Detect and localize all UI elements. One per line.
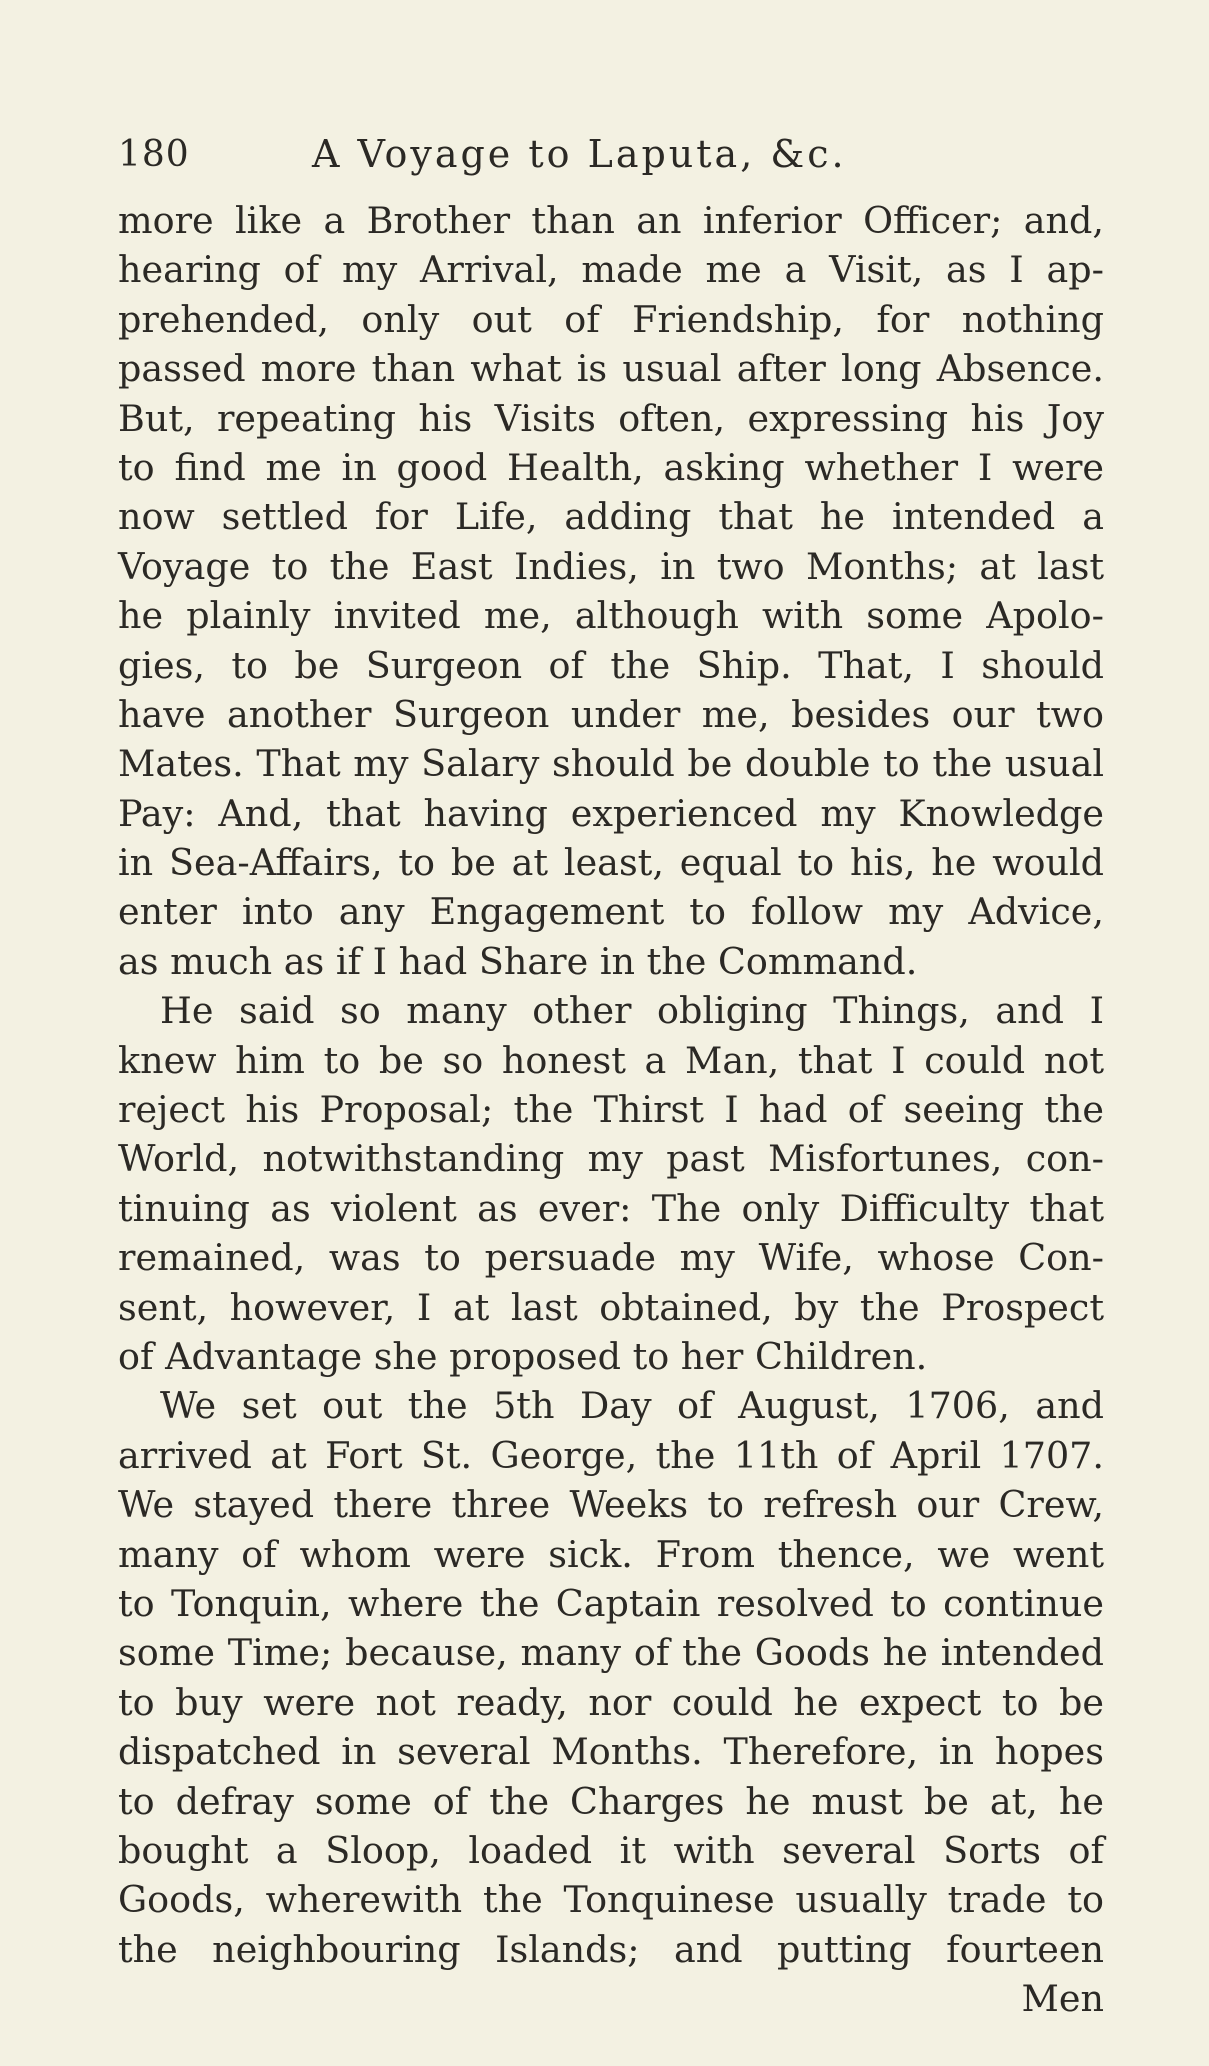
text-line: hearing of my Arrival, made me a Visit, as I ap-	[118, 248, 1104, 292]
text-line: World, notwithstanding my past Misfortunes, con-	[118, 1137, 1104, 1181]
catchword: Men	[1021, 1977, 1104, 2021]
text-line: of Advantage she proposed to her Children.	[118, 1334, 928, 1378]
text-line: now settled for Life, adding that he intended a	[118, 495, 1104, 539]
text-line: passed more than what is usual after long Absence.	[118, 347, 1104, 391]
text-line: to defray some of the Charges he must be at, he	[118, 1779, 1104, 1823]
running-header	[112, 120, 1112, 180]
text-line: some Time; because, many of the Goods he intended	[118, 1631, 1104, 1675]
text-line: as much as if I had Share in the Command.	[118, 939, 918, 983]
text-line: prehended, only out of Friendship, for nothing	[118, 297, 1104, 341]
text-line: to buy were not ready, nor could he expect to be	[118, 1680, 1104, 1724]
text-line: Mates. That my Salary should be double to the usual	[118, 742, 1104, 786]
text-line: many of whom were sick. From thence, we went	[118, 1532, 1104, 1576]
text-line: bought a Sloop, loaded it with several Sorts of	[118, 1828, 1104, 1872]
text-line: enter into any Engagement to follow my Advice,	[118, 890, 1104, 934]
text-line: more like a Brother than an inferior Officer; and,	[118, 199, 1104, 242]
text-line: sent, however, I at last obtained, by the Prospect	[118, 1285, 1104, 1329]
text-line: he plainly invited me, although with some Apolo-	[118, 594, 1104, 638]
text-block	[118, 196, 1104, 2023]
text-line: the neighbouring Islands; and putting fourteen	[118, 1927, 1104, 1971]
text-line: knew him to be so honest a Man, that I could not	[118, 1038, 1104, 1082]
text-line: to Tonquin, where the Captain resolved to continue	[118, 1581, 1104, 1625]
text-line: dispatched in several Months. Therefore, in hopes	[118, 1730, 1104, 1774]
text-line: arrived at Fort St. George, the 11th of April 1707.	[118, 1433, 1104, 1477]
text-line: Pay: And, that having experienced my Knowledge	[118, 791, 1104, 835]
text-line: in Sea-Affairs, to be at least, equal to his, he would	[118, 841, 1104, 885]
text-line: to find me in good Health, asking whether I were	[118, 445, 1104, 489]
page-number: 180	[118, 134, 190, 175]
text-line: reject his Proposal; the Thirst I had of seeing the	[118, 1088, 1104, 1132]
text-line: He said so many other obliging Things, and I	[160, 989, 1104, 1033]
text-line: have another Surgeon under me, besides our two	[118, 692, 1104, 736]
text-line: tinuing as violent as ever: The only Difficulty that	[118, 1186, 1104, 1230]
text-line: Voyage to the East Indies, in two Months; at last	[118, 544, 1104, 588]
text-line: We set out the 5th Day of August, 1706, and	[160, 1384, 1104, 1428]
running-title: A Voyage to Laputa, &c.	[312, 132, 847, 176]
text-line: We stayed there three Weeks to refresh our Crew,	[118, 1483, 1104, 1527]
text-line: Goods, wherewith the Tonquinese usually trade to	[118, 1878, 1104, 1922]
text-line: gies, to be Surgeon of the Ship. That, I should	[118, 643, 1104, 687]
text-line: But, repeating his Visits often, expressing his Joy	[118, 396, 1104, 440]
text-line: remained, was to persuade my Wife, whose Con-	[118, 1236, 1104, 1280]
